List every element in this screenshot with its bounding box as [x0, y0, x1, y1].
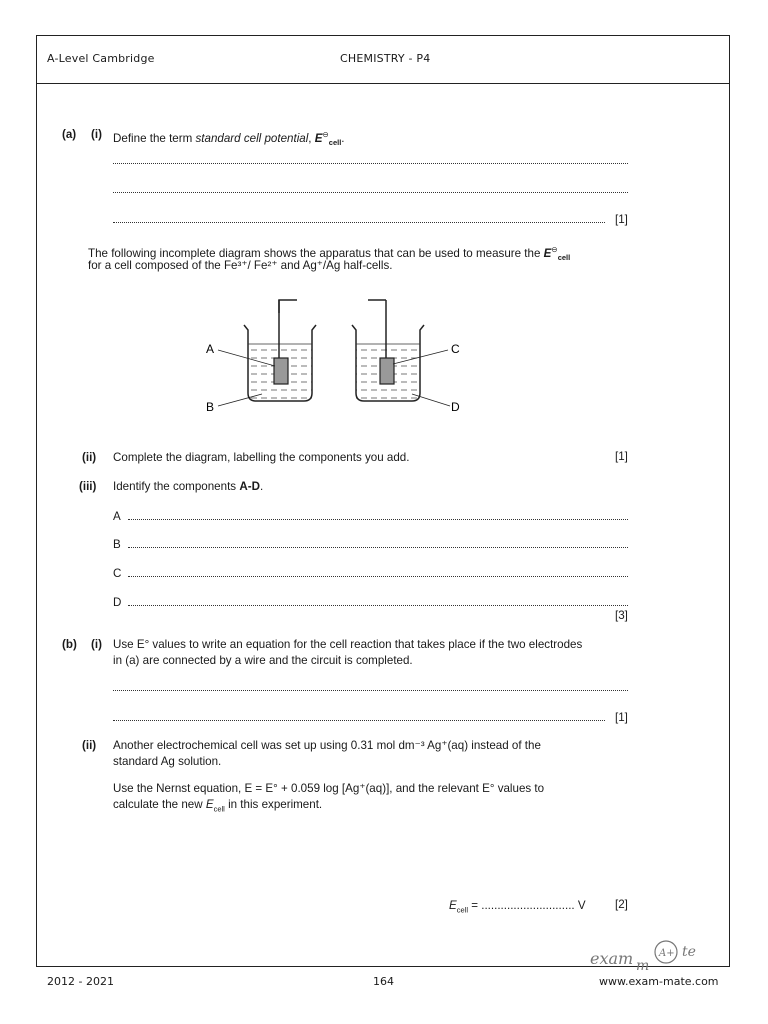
intro-line-1: The following incomplete diagram shows the apparatus that can be used to measure the $E^⊖_{cell}$	[88, 245, 571, 263]
answer-line[interactable]	[128, 546, 628, 548]
mark-b-i: [1]	[615, 711, 628, 724]
answer-line[interactable]	[113, 162, 628, 164]
q-b-ii-line-3: Use the Nernst equation, E = E° + 0.059 log [Ag⁺(aq)], and the relevant E° values to	[113, 782, 545, 795]
q-b-i-line-1: Use E° values to write an equation for the cell reaction that takes place if the two electrodes	[113, 638, 583, 651]
exam-mate-logo	[588, 934, 728, 978]
answer-line[interactable]	[113, 689, 628, 691]
q-b-label: (b)	[62, 638, 77, 651]
answer-letter-B: B	[113, 538, 121, 551]
header-board: A-Level Cambridge	[47, 52, 155, 65]
q-b-ii-line-1: Another electrochemical cell was set up using 0.31 mol dm⁻³ Ag⁺(aq) instead of the	[113, 739, 541, 752]
q-a-iii-label: (iii)	[79, 480, 97, 493]
q-b-i-line-2: in (a) are connected by a wire and the circuit is completed.	[113, 654, 413, 667]
mark-a-iii: [3]	[615, 609, 628, 622]
mark-a-i: [1]	[615, 213, 628, 226]
answer-line[interactable]	[128, 604, 628, 606]
mark-a-ii: [1]	[615, 450, 628, 463]
answer-line[interactable]	[128, 518, 628, 520]
answer-letter-A: A	[113, 510, 121, 523]
q-b-ii-line-4: calculate the new $E_{cell}$ in this experiment.	[113, 798, 323, 814]
label-C: C	[451, 342, 460, 356]
q-b-ii-line-2: standard Ag solution.	[113, 755, 222, 768]
left-beaker	[244, 300, 316, 401]
label-D: D	[451, 400, 460, 414]
q-a-label: (a)	[62, 128, 77, 141]
header-rule	[36, 83, 730, 84]
half-cells-diagram	[200, 290, 480, 420]
answer-letter-D: D	[113, 596, 122, 609]
footer-website[interactable]: www.exam-mate.com	[599, 975, 719, 988]
page-frame	[36, 35, 730, 967]
svg-text:exam: exam	[590, 949, 634, 968]
label-B: B	[206, 400, 215, 414]
header-subject: CHEMISTRY - P4	[340, 52, 431, 65]
answer-line[interactable]	[128, 575, 628, 577]
q-a-ii-text: Complete the diagram, labelling the components you add.	[113, 451, 410, 464]
q-a-i-text: Define the term standard cell potential, $E^⊖_{cell}$.	[113, 130, 345, 148]
q-a-ii-label: (ii)	[82, 451, 97, 464]
answer-letter-C: C	[113, 567, 122, 580]
ecell-answer[interactable]: $E_{cell}$ = ............................. V	[449, 899, 586, 915]
page-number: 164	[373, 975, 394, 988]
svg-text:te: te	[682, 944, 696, 960]
svg-text:m: m	[636, 958, 650, 974]
answer-line[interactable]	[113, 221, 605, 223]
q-a-i-label: (i)	[91, 128, 102, 141]
svg-text:A+: A+	[659, 948, 675, 959]
q-a-iii-text: Identify the components A-D.	[113, 480, 264, 493]
right-electrode	[380, 358, 394, 384]
answer-line[interactable]	[113, 719, 605, 721]
mark-b-ii: [2]	[615, 898, 628, 911]
q-b-ii-label: (ii)	[82, 739, 97, 752]
left-wire	[279, 300, 297, 313]
right-beaker	[352, 300, 424, 401]
q-b-i-label: (i)	[91, 638, 102, 651]
intro-line-2: for a cell composed of the Fe³⁺/ Fe²⁺ and Ag⁺/Ag half-cells.	[88, 259, 393, 272]
left-electrode	[274, 358, 288, 384]
footer-years: 2012 - 2021	[47, 975, 114, 988]
label-A: A	[206, 342, 215, 356]
answer-line[interactable]	[113, 191, 628, 193]
